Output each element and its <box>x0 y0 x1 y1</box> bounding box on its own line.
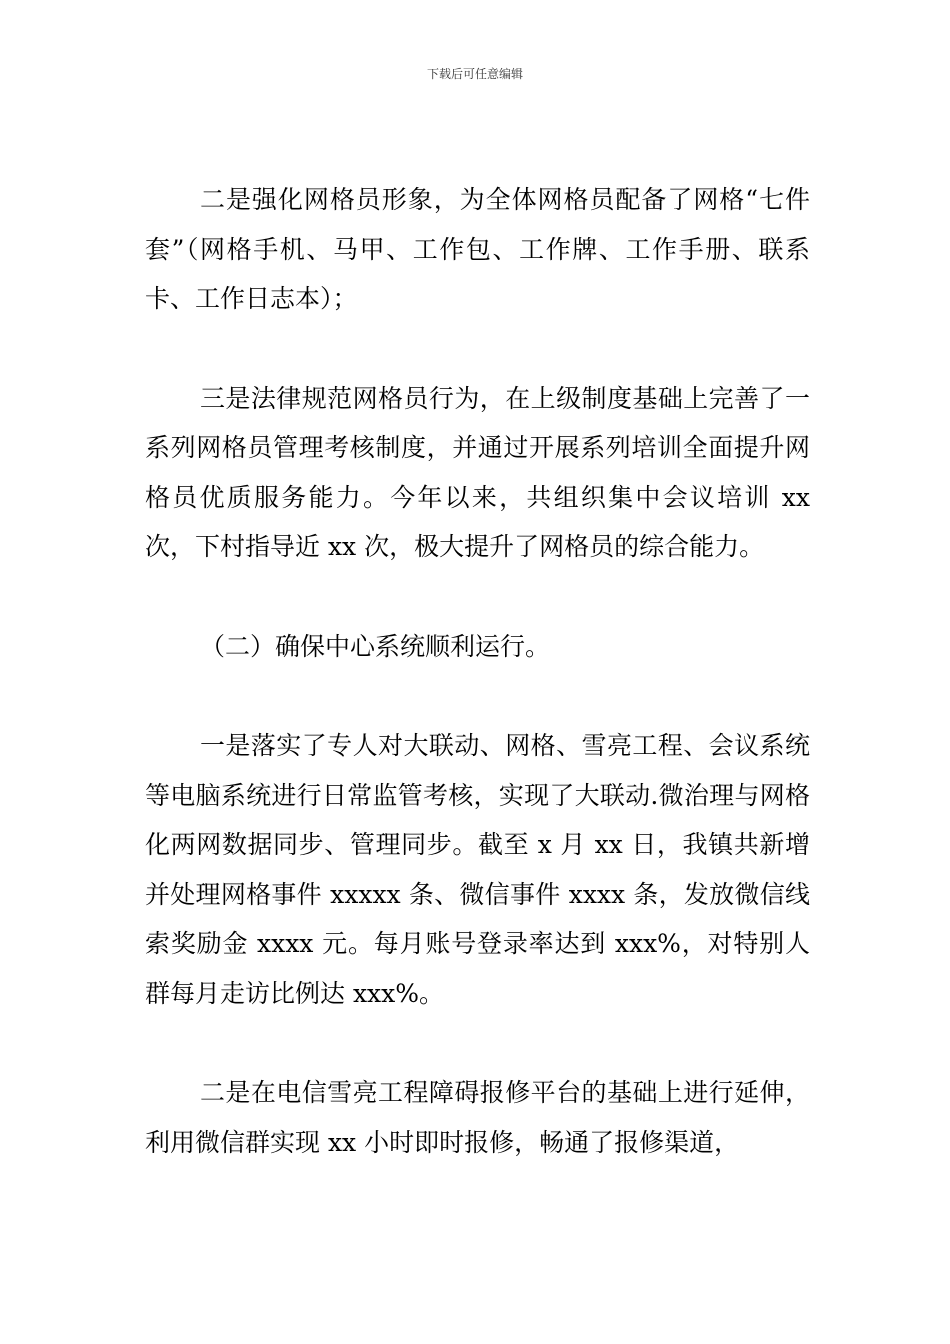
paragraph-gap <box>145 1018 810 1068</box>
paragraph-uniform-kit: 二是强化网格员形象，为全体网格员配备了网格“七件套”（网格手机、马甲、工作包、工作牌、工作手册、联系卡、工作日志本）； <box>145 185 810 313</box>
paragraph-regulate-behavior: 三是法律规范网格员行为，在上级制度基础上完善了一系列网格员管理考核制度，并通过开展系列培训全面提升网格员优质服务能力。今年以来，共组织集中会议培训 xx 次，下村指导近 xx 次，极大提升了网格员的综合能力。 <box>145 383 810 561</box>
paragraph-gap <box>145 324 810 374</box>
paragraph-gap <box>145 671 810 721</box>
section-heading-system-operation: （二）确保中心系统顺利运行。 <box>200 631 551 661</box>
paragraph-repair-platform: 二是在电信雪亮工程障碍报修平台的基础上进行延伸，利用微信群实现 xx 小时即时报修，畅通了报修渠道， <box>145 1078 810 1157</box>
paragraph-system-supervision: 一是落实了专人对大联动、网格、雪亮工程、会议系统等电脑系统进行日常监管考核，实现了大联动.微治理与网格化两网数据同步、管理同步。截至 x 月 xx 日，我镇共新增并处理网格事件 xxxxx 条、微信事件 xxxx 条，发放微信线索奖励金 xxxx 元。每月账号登录率达到 xxx%，对特别人群每月走访比例达 xxx%。 <box>145 731 810 1008</box>
page-header-note: 下载后可任意编辑 <box>426 67 523 81</box>
paragraph-gap <box>145 572 810 622</box>
document-body <box>145 175 810 1167</box>
